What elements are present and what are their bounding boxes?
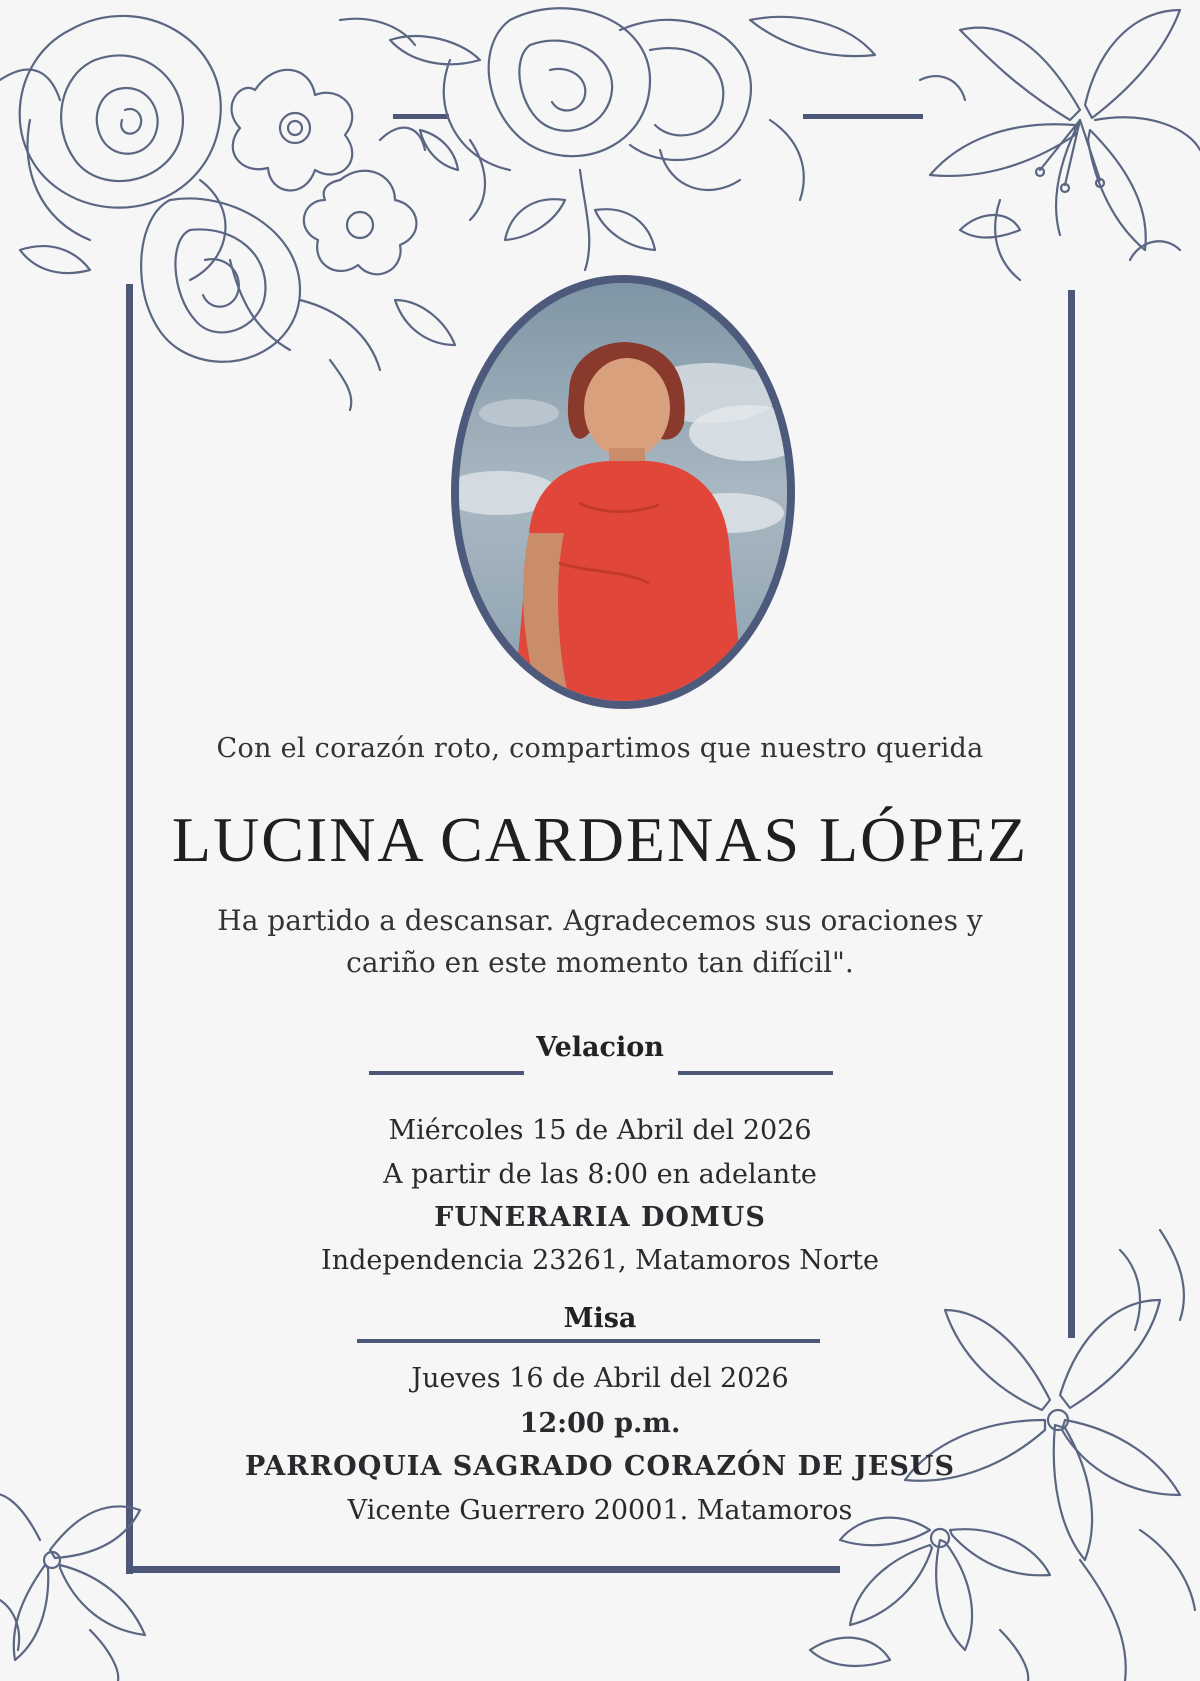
misa-place: PARROQUIA SAGRADO CORAZÓN DE JESUS <box>245 1451 955 1482</box>
velacion-heading: Velacion <box>536 1032 664 1063</box>
portrait-photo <box>451 275 795 709</box>
misa-divider <box>357 1339 820 1343</box>
misa-date: Jueves 16 de Abril del 2026 <box>411 1363 789 1394</box>
misa-time: 12:00 p.m. <box>519 1408 681 1439</box>
peony-flower-icon <box>330 0 930 290</box>
intro-text: Con el corazón roto, compartimos que nuestro querida <box>216 733 984 764</box>
message-line-2: cariño en este momento tan difícil". <box>346 946 854 979</box>
misa-address: Vicente Guerrero 20001. Matamoros <box>347 1495 853 1526</box>
frame-bottom-line <box>126 1566 840 1573</box>
velacion-date: Miércoles 15 de Abril del 2026 <box>388 1115 812 1146</box>
message-line-1: Ha partido a descansar. Agradecemos sus oraciones y <box>217 904 983 937</box>
misa-heading: Misa <box>563 1303 637 1334</box>
deceased-name: LUCINA CARDENAS LÓPEZ <box>171 804 1029 875</box>
velacion-time: A partir de las 8:00 en adelante <box>383 1159 817 1190</box>
lily-flower-icon <box>900 0 1200 300</box>
velacion-place: FUNERARIA DOMUS <box>434 1202 766 1233</box>
velacion-address: Independencia 23261, Matamoros Norte <box>321 1245 879 1276</box>
velacion-divider-left <box>369 1071 524 1075</box>
velacion-divider-right <box>678 1071 833 1075</box>
